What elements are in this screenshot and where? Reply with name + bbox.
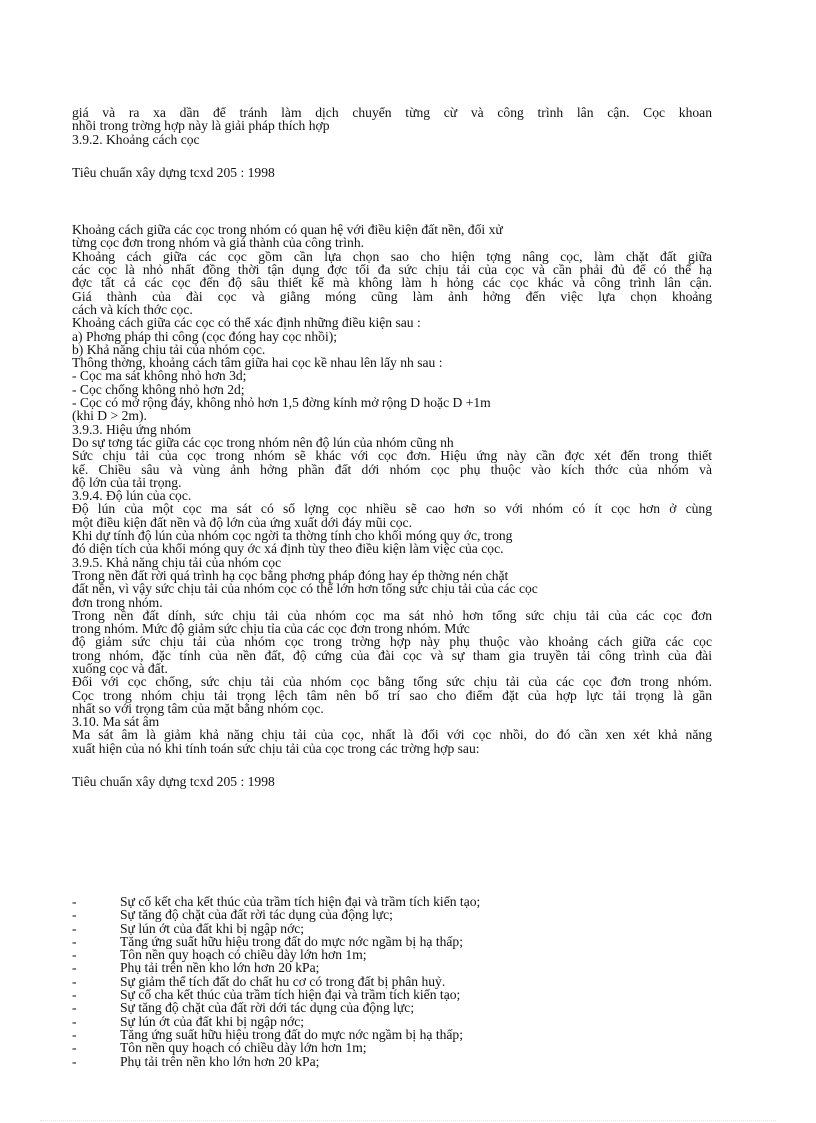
list-item-text: Tôn nền quy hoạch có chiều dày lớn hơn 1m; [120,1040,367,1056]
list-item [72,935,712,948]
text-line: trong nhóm. Mức độ giảm sức chịu tỉa của các cọc đơn trong nhóm. Mức [72,621,470,637]
text-line: Sức chịu tải của cọc trong nhóm sẽ khác với cọc đơn. Hiệu ứng này cần đợc xét đến trong thiết [72,448,712,464]
text-line: (khi D > 2m). [72,408,147,424]
text-line: nhồi trong trờng hợp này là giải pháp thích hợp [72,118,330,134]
list-item-text: Sự lún ớt của đất khi bị ngập nớc; [120,1013,305,1029]
document-body [72,106,712,788]
list-item-text: Tăng ứng suất hữu hiệu trong đất do mực nớc ngầm bị hạ thấp; [120,1026,464,1042]
text-line: độ lớn của tải trọng. [72,474,182,490]
list-item [72,1028,712,1041]
bullet-dash: - [72,1000,77,1016]
text-line: đất nền, vì vậy sức chịu tải của nhóm cọc có thể lớn hơn tổng sức chịu tải của các cọc [72,581,538,597]
list-item-text: Sự tăng độ chặt của đất rời tác dụng của động lực; [120,907,393,923]
list-item [72,975,712,988]
bullet-dash: - [72,1013,77,1029]
bullet-dash: - [72,933,77,949]
list-item [72,988,712,1001]
text-line: đợc tất cả các cọc đến độ sâu thiết kế mà không làm h hỏng các cọc khác và công trình lân cận. [72,275,712,291]
text-line: Khi dự tính độ lún của nhóm cọc ngời ta thờng tính cho khối móng quy ớc, trong [72,528,513,544]
text-line: Khoảng cách giữa các cọc trong nhóm có quan hệ với điều kiện đất nền, đối xử [72,222,503,238]
list-item-text: Sự lún ớt của đất khi bị ngập nớc; [120,920,305,936]
text-line: giá và ra xa dần để tránh làm dịch chuyển từng cừ và công trình lân cận. Cọc khoan [72,105,712,120]
text-line: xuất hiện của nó khi tính toán sức chịu tải của cọc trong các trờng hợp sau: [72,740,480,756]
text-line: Ma sát âm là giảm khả năng chịu tải của cọc, nhất là đối với cọc nhồi, do đó cần xen xét khả năng [72,727,712,743]
section-heading: 3.9.4. Độ lún của cọc. [72,488,192,504]
bullet-dash: - [72,973,77,989]
list-item-text: Sự giảm thể tích đất do chất hu cơ có trong đất bị phân huỷ. [120,973,446,989]
text-line: từng cọc đơn trong nhóm và giá thành của công trình. [72,235,365,251]
list-item-text: Sự tăng độ chặt của đất rời dới tác dụng của động lực; [120,1000,415,1016]
text-line: - Cọc ma sát không nhỏ hơn 3d; [72,368,247,384]
list-item [72,961,712,974]
list-item-text: Tôn nền quy hoạch có chiều dày lớn hơn 1m; [120,947,367,963]
section-heading: 3.9.3. Hiệu ứng nhóm [72,421,192,437]
list-item [72,948,712,961]
page-bottom-divider [40,1120,776,1121]
text-line: cách và kích thớc cọc. [72,301,193,317]
text-line: một điều kiện đất nền và độ lớn của ứng xuất dới đáy mũi cọc. [72,514,412,530]
text-line: - Cọc có mở rộng đáy, không nhỏ hơn 1,5 đờng kính mở rộng D hoặc D +1m [72,395,491,411]
list-item-text: Sự cố cha kết thúc của trầm tích hiện đại và trầm tích kiến tạo; [120,987,461,1003]
text-line: nhất so với trọng tâm của mặt bằng nhóm cọc. [72,700,324,716]
text-line: - Cọc chống không nhỏ hơn 2d; [72,381,245,397]
text-line: Cọc trong nhóm chịu tải trọng lệch tâm nên bố trí sao cho điểm đặt của hợp lực tải trọng là gần [72,687,712,703]
list-item [72,1001,712,1014]
list-item-text: Phụ tải trên nền kho lớn hơn 20 kPa; [120,1053,320,1069]
list-item [72,1041,712,1054]
text-line: a) Phơng pháp thi công (cọc đóng hay cọc nhồi); [72,328,338,344]
text-line: Thông thờng, khoảng cách tâm giữa hai cọc kề nhau lên lấy nh sau : [72,355,443,371]
text-line: xuống cọc và đất. [72,660,168,676]
list-item-text: Tăng ứng suất hữu hiệu trong đất do mực nớc ngầm bị hạ thấp; [120,933,464,949]
bullet-dash: - [72,1026,77,1042]
bullet-dash: - [72,960,77,976]
bullet-dash: - [72,894,77,909]
bullet-list [72,895,712,1068]
bullet-dash: - [72,907,77,923]
text-line: b) Khả năng chịu tải của nhóm cọc. [72,341,266,357]
section-heading: 3.10. Ma sát âm [72,714,160,730]
list-item [72,922,712,935]
list-item [72,1055,712,1068]
text-line: Khoảng cách giữa các cọc gồm cần lựa chọn sao cho hiện tợng nâng cọc, làm chặt đất giữa [72,248,712,264]
list-item [72,908,712,921]
text-line: Độ lún của một cọc ma sát có số lợng cọc nhiều sẽ cao hơn so với nhóm có ít cọc hơn ở cùng [72,501,712,517]
text-line: Đối với cọc chống, sức chịu tải của nhóm cọc bằng tổng sức chịu tải của các cọc đơn trong nhóm. [72,674,712,690]
bullet-dash: - [72,920,77,936]
standard-reference: Tiêu chuẩn xây dựng tcxd 205 : 1998 [72,164,275,180]
bullet-dash: - [72,987,77,1003]
text-line: các cọc là nhỏ nhất đồng thời tận dụng đợc tối đa sức chịu tải của cọc và cần phải đủ để có thể hạ [72,262,712,278]
list-item-text: Sự cố kết cha kết thúc của trầm tích hiện đại và trầm tích kiến tạo; [120,894,481,909]
bullet-dash: - [72,947,77,963]
text-line: Trong nền đất rời quá trình hạ cọc bằng phơng pháp đóng hay ép thờng nén chặt [72,567,509,583]
text-line: Do sự tơng tác giữa các cọc trong nhóm nên độ lún của nhóm cũng nh [72,434,454,450]
standard-reference: Tiêu chuẩn xây dựng tcxd 205 : 1998 [72,774,275,790]
text-line: Trong nền đất dính, sức chịu tải của nhóm cọc ma sát nhỏ hơn tổng sức chịu tải của các cọc đơn [72,607,712,623]
list-item [72,895,712,908]
text-line: đơn trong nhóm. [72,594,163,610]
text-line: Giá thành của đài cọc và giằng móng cũng làm ảnh hởng đến việc lựa chọn khoảng [72,288,712,304]
list-item-text: Phụ tải trên nền kho lớn hơn 20 kPa; [120,960,320,976]
text-line: kế. Chiều sâu và vùng ảnh hởng phần đất dới nhóm cọc phụ thuộc vào kích thớc của nhóm và [72,461,712,477]
text-line: trong nhóm, đặc tính của nền đất, độ cứng của đài cọc và sự tham gia truyền tải công trình của đài [72,647,712,663]
text-line: đó diện tích của khối móng quy ớc xá định tùy theo điều kiện làm việc của cọc. [72,541,504,557]
list-item [72,1015,712,1028]
section-heading: 3.9.2. Khoảng cách cọc [72,131,200,147]
section-heading: 3.9.5. Khả năng chịu tải của nhóm cọc [72,554,282,570]
bullet-dash: - [72,1040,77,1056]
text-line: Khoảng cách giữa các cọc có thể xác định những điều kiện sau : [72,315,421,331]
text-line: độ giảm sức chịu tải của nhóm cọc trong trờng hợp này phụ thuộc vào khoảng cách giữa các cọc [72,634,712,650]
bullet-dash: - [72,1053,77,1069]
